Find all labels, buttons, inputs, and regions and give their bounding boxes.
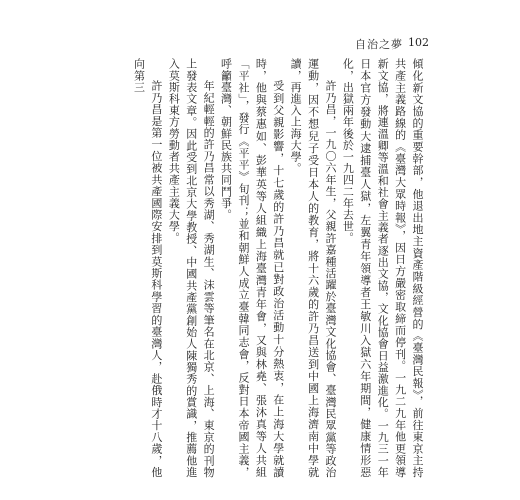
body-text [78, 58, 426, 478]
running-header-title: 自治之夢 [355, 38, 403, 51]
paragraph: 年紀輕輕的許乃昌常以秀湖、秀湖生、沫雲等筆名在北京、上海、東京的刊物上發表文章。因此受到北京大學教授、中國共產黨創始人陳獨秀的賞識，推薦他進入莫斯科東方勞動者共產主義大學。 [167, 58, 216, 478]
paragraph: 許乃昌是第一位被共產國際安排到莫斯科學習的臺灣人，赴俄時才十八歲，他向第三 [132, 58, 163, 478]
page-number: 102 [408, 36, 429, 49]
paragraph: 傾化新文協的重要幹部，他退出地主資產階級經營的《臺灣民報》，前往東京主持共產主義路線的《臺灣大眾時報》，因日方嚴密取締而停刊。一九二九年他更領導新文協，將連溫卿等溫和社會主義者逐出文協，文化協會日益激進化。一九三一年日本官方發動大逮捕臺人獄，左翼青年領導者王敏川入獄六年期間，健康情形惡化，出獄兩年後於一九四二年去世。 [341, 58, 424, 478]
paragraph: 受到父親影響，十七歲的許乃昌就已對政治活動十分熱衷，在上海大學就讀時，他與蔡惠如、彭華英等人組織上海臺灣青年會，又與林堯、張沐真等人共組「平社」，發行《平平》旬刊；並和朝鮮人成立臺韓同志會，反對日本帝國主義，呼籲臺灣、朝鮮民族共同鬥爭。 [219, 58, 285, 478]
paragraph: 許乃昌，一九〇六年生，父親許嘉種活躍於臺灣文化協會、臺灣民眾黨等政治運動，因不想兒子受日本人的教育，將十六歲的許乃昌送到中國上海濟南中學就讀，再進入上海大學。 [289, 58, 337, 478]
